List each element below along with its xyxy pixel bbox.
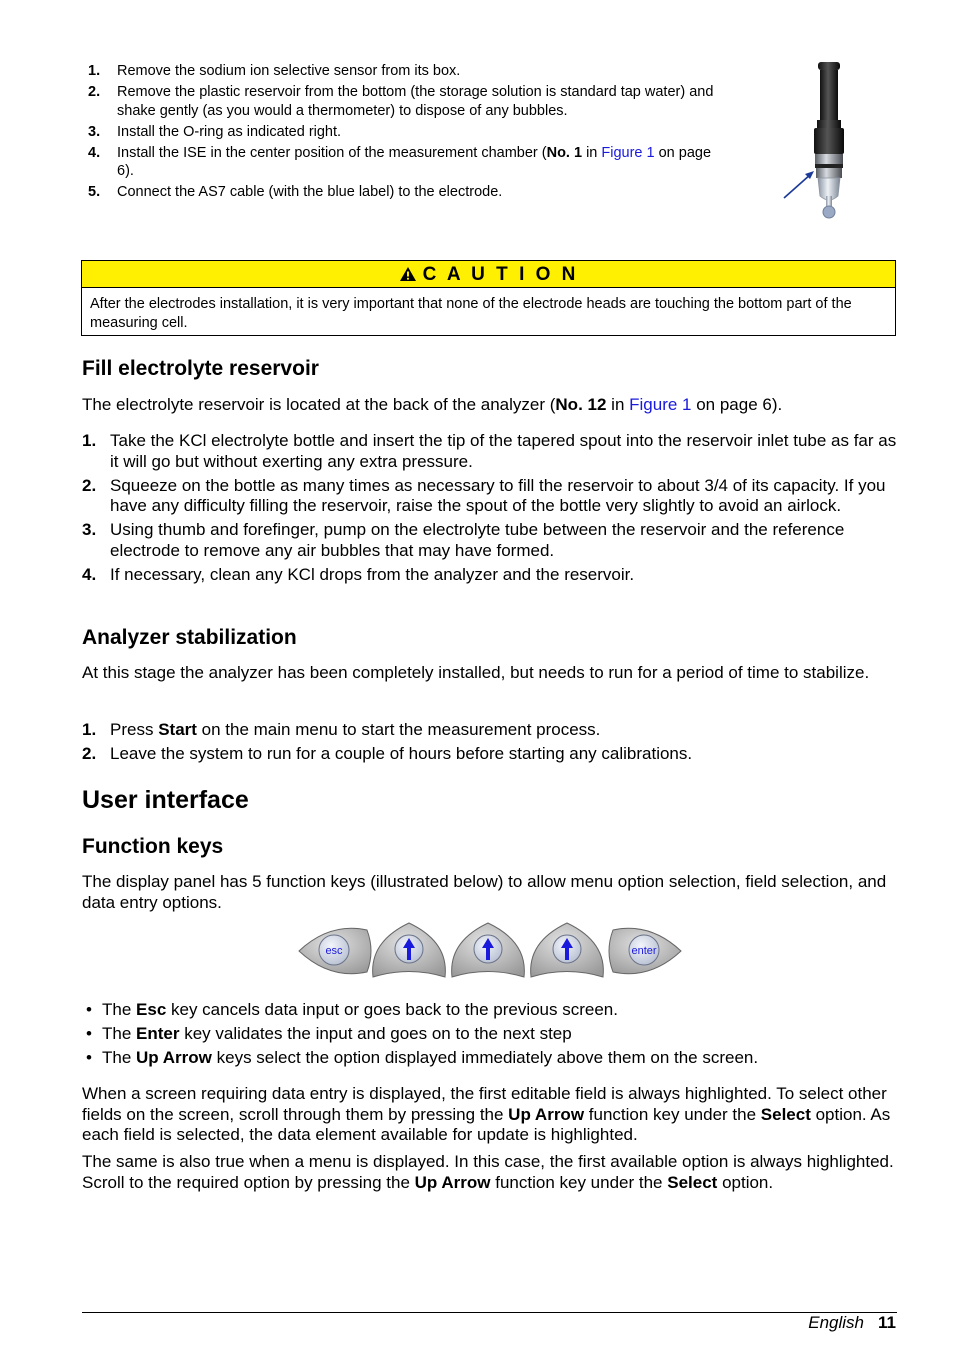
section-heading-stabilization: Analyzer stabilization xyxy=(82,626,297,649)
page-number: 11 xyxy=(878,1313,896,1332)
up-arrow-key-2[interactable] xyxy=(452,923,525,977)
section-heading-fill: Fill electrolyte reservoir xyxy=(82,357,319,380)
list-item: 2. Remove the plastic reservoir from the bottom (the storage solution is standard tap water) and shake gently (as you would a thermometer) to dispose of any bubbles. xyxy=(88,84,714,119)
section-heading-function-keys: Function keys xyxy=(82,835,224,858)
function-keys-illustration xyxy=(295,920,685,982)
svg-text:enter: enter xyxy=(631,945,657,957)
install-steps-list xyxy=(88,62,718,204)
fill-intro: The electrolyte reservoir is located at the back of the analyzer (No. 12 in Figure 1 on page 6). xyxy=(82,395,783,414)
list-item: 4. Install the ISE in the center position of the measurement chamber (No. 1 in Figure 1 on page 6). xyxy=(88,144,712,179)
svg-text:esc: esc xyxy=(325,945,343,957)
footer-divider xyxy=(82,1312,897,1313)
esc-key[interactable] xyxy=(299,928,371,973)
paragraph-menu: The same is also true when a menu is displayed. In this case, the first available option is always highlighted. Scroll to the required option by pressing the Up Arrow function key under the Select option. xyxy=(82,1152,894,1192)
list-item: 1. Take the KCl electrolyte bottle and insert the tip of the tapered spout into the reservoir inlet tube as far as it will go but without exerting any extra pressure. xyxy=(82,431,897,471)
stab-steps-list xyxy=(82,720,897,768)
function-keys-bullets xyxy=(86,1000,896,1072)
ise-electrode-illustration xyxy=(778,58,848,226)
list-item: • The Up Arrow keys select the option displayed immediately above them on the screen. xyxy=(86,1047,759,1067)
list-item: • The Esc key cancels data input or goes back to the previous screen. xyxy=(86,1000,618,1019)
figure-link[interactable]: Figure 1 xyxy=(629,395,692,414)
function-keys-intro: The display panel has 5 function keys (illustrated below) to allow menu option selection, field selection, and data entry options. xyxy=(82,872,887,912)
list-item: 5. Connect the AS7 cable (with the blue label) to the electrode. xyxy=(88,184,503,200)
caution-header: C A U T I O N xyxy=(82,261,895,288)
warning-icon xyxy=(399,266,417,282)
caution-text: After the electrodes installation, it is very important that none of the electrode heads are touching the bottom part of the measuring cell. xyxy=(90,296,852,331)
figure-link[interactable]: Figure 1 xyxy=(601,144,655,161)
chapter-heading-user-interface: User interface xyxy=(82,786,249,814)
list-item: 4. If necessary, clean any KCl drops from the analyzer and the reservoir. xyxy=(82,564,635,584)
up-arrow-key-1[interactable] xyxy=(373,923,446,977)
list-item: • The Enter key validates the input and goes on to the next step xyxy=(86,1023,572,1043)
list-item: 2. Leave the system to run for a couple of hours before starting any calibrations. xyxy=(82,743,693,763)
list-item: 3. Install the O-ring as indicated right. xyxy=(88,123,342,140)
stab-intro: At this stage the analyzer has been completely installed, but needs to run for a period of time to stabilize. xyxy=(82,663,870,682)
caution-box xyxy=(81,260,896,336)
list-item: 1. Press Start on the main menu to start the measurement process. xyxy=(82,720,601,739)
list-item: 1. Remove the sodium ion selective sensor from its box. xyxy=(88,63,461,79)
fill-steps-list xyxy=(82,431,897,589)
paragraph-data-entry: When a screen requiring data entry is displayed, the first editable field is always highlighted. To select other fields on the screen, scroll through them by pressing the Up Arrow function key under the Select option. As each field is selected, the data element available for update is highlighted. xyxy=(82,1084,891,1144)
page-footer: English 11 xyxy=(808,1313,896,1332)
enter-key[interactable] xyxy=(609,928,681,973)
list-item: 2. Squeeze on the bottle as many times as necessary to fill the reservoir to about 3/4 of its capacity. If you have any difficulty filling the reservoir, raise the spout of the bottle very slightly to avoid an airlock. xyxy=(82,475,886,516)
up-arrow-key-3[interactable] xyxy=(531,923,604,977)
list-item: 3. Using thumb and forefinger, pump on the electrolyte tube between the reservoir and the reference electrode to remove any air bubbles that may have formed. xyxy=(82,520,845,560)
